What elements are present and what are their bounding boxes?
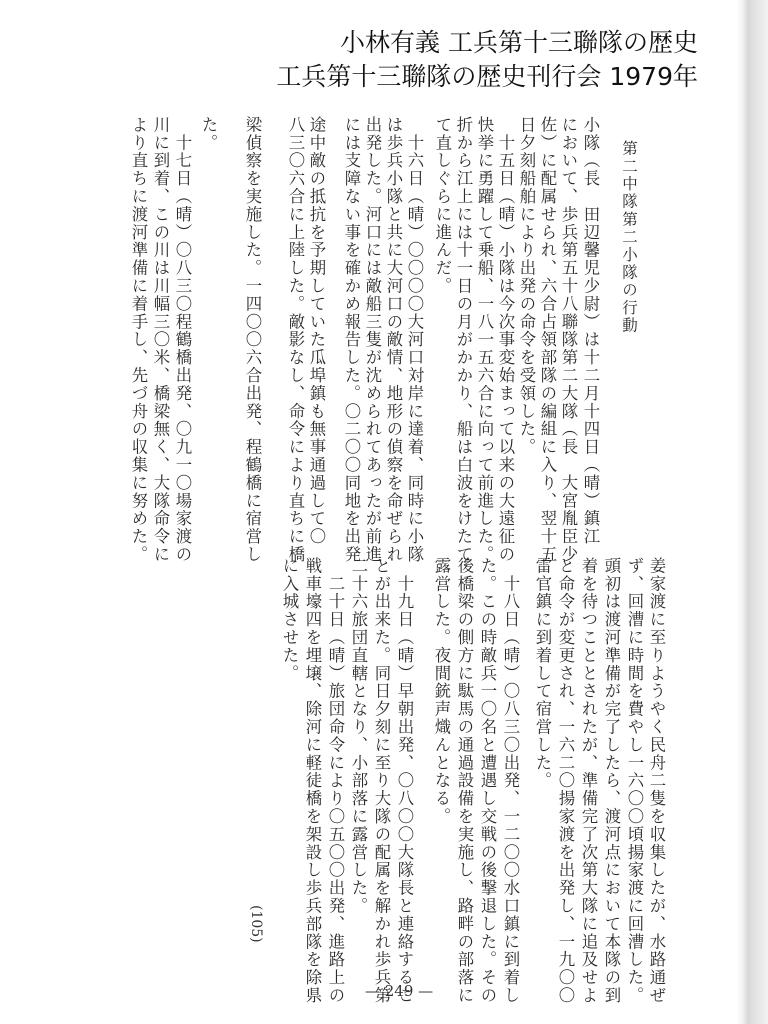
text-column: において、歩兵第五十八聯隊第二大隊（長 大宮胤臣少 xyxy=(559,116,578,564)
text-column: 十五日（晴）小隊は今次事変始まって以来の大遠征の xyxy=(496,116,515,564)
text-column: には支障ない事を確かめ報告した。〇二〇〇同地を出発 xyxy=(342,116,361,564)
text-column: 着を待つこととされたが、準備完了次第大隊に追及せよ xyxy=(579,557,598,1005)
text-column: 快挙に勇躍して乗船、一八一五六合に向って前進した。 xyxy=(475,116,494,564)
citation-publisher-year: 工兵第十三聯隊の歴史刊行会 1979年 xyxy=(276,62,698,91)
text-column: た。 xyxy=(199,116,218,152)
text-column: 八三〇六合に上陸した。敵影なし、命令により直ちに橋 xyxy=(286,116,305,564)
text-column: より直ちに渡河準備に着手し、先づ舟の収集に努めた。 xyxy=(129,116,148,564)
text-column: 川に到着、この川は川幅三〇米、橋梁無く、大隊命令に xyxy=(151,116,170,564)
text-column: 十七日（晴）〇八三〇程鶴橋出発、〇九一〇場家渡の xyxy=(173,116,192,564)
text-column: 後橋梁の側方に駄馬の通過設備を実施し、路畔の部落に xyxy=(455,557,474,1005)
text-column: 日夕刻船舶により出発の命令を受領した。 xyxy=(517,116,536,457)
text-column: 梁偵察を実施した。一四〇〇六合出発、程鶴橋に宿営し xyxy=(243,116,262,564)
text-column: 二十六旅団直轄となり、小部落に露営した。 xyxy=(349,557,368,915)
text-column: 雷官鎮に到着して宿営した。 xyxy=(533,557,552,790)
text-column: と命令が変更され、一六二〇揚家渡を出発し、一九〇〇 xyxy=(556,557,575,1005)
text-column: 二十日（晴）旅団命令により〇五〇〇出発、進路上の xyxy=(326,557,345,1005)
page-edge-shadow xyxy=(736,0,768,1024)
text-column: 戦車壕四を埋壌、除河に軽徒橋を架設し歩兵部隊を除県 xyxy=(303,557,322,1005)
text-column: は歩兵小隊と共に大河口の敵情、地形の偵察を命ぜられ xyxy=(384,116,403,564)
text-column: 頭初は渡河準備が完了したら、渡河点において本隊の到 xyxy=(602,557,621,1005)
section-heading: 第二中隊第二小隊の行動 xyxy=(620,140,638,335)
page-number: — 249 — xyxy=(365,982,434,1000)
text-column: 折から江上には十一日の月がかかり、船は白波をけたて xyxy=(454,116,473,564)
text-column: 露営した。夜間銃声熾んとなる。 xyxy=(432,557,451,826)
text-column: に入城させた。 xyxy=(280,557,299,683)
text-column: 姜家渡に至りようやく民舟二隻を収集したが、水路通ぜ xyxy=(647,557,666,1005)
text-column: 小隊（長 田辺馨児少尉）は十二月十四日（晴）鎮江 xyxy=(581,116,600,546)
text-column: た。この時敵兵一〇名と遭遇し交戦の後撃退した。その xyxy=(478,557,497,1005)
text-column: 佐）に配属せられ、六合占領部隊の編組に入り、翌十五 xyxy=(538,116,557,564)
side-page-number-text: (105) xyxy=(248,905,264,943)
text-column: て直しぐらに進んだ。 xyxy=(433,116,452,295)
text-column: 途中敵の抵抗を予期していた瓜埠鎮も無事通過して〇 xyxy=(307,116,326,546)
text-column: ず、回漕に時間を費やし一六〇〇頃揚家渡に回漕した。 xyxy=(625,557,644,1005)
text-column: 十八日（晴）〇八三〇出発、一二〇〇水口鎮に到着し xyxy=(501,557,520,1005)
citation-author-title: 小林有義 工兵第十三聯隊の歴史 xyxy=(340,28,698,57)
text-column: 十九日（晴）早朝出発、〇八〇〇大隊長と連絡するこ xyxy=(395,557,414,1005)
text-column: とが出来た。同日夕刻に至り大隊の配属を解かれ歩兵第 xyxy=(372,557,391,1005)
citation-header xyxy=(276,26,698,94)
side-page-number xyxy=(243,905,269,946)
text-column: 十六日（晴）〇〇〇〇大河口対岸に達着、同時に小隊 xyxy=(405,116,424,564)
text-column: 出発した。河口には敵船三隻が沈められてあったが前進 xyxy=(363,116,382,564)
